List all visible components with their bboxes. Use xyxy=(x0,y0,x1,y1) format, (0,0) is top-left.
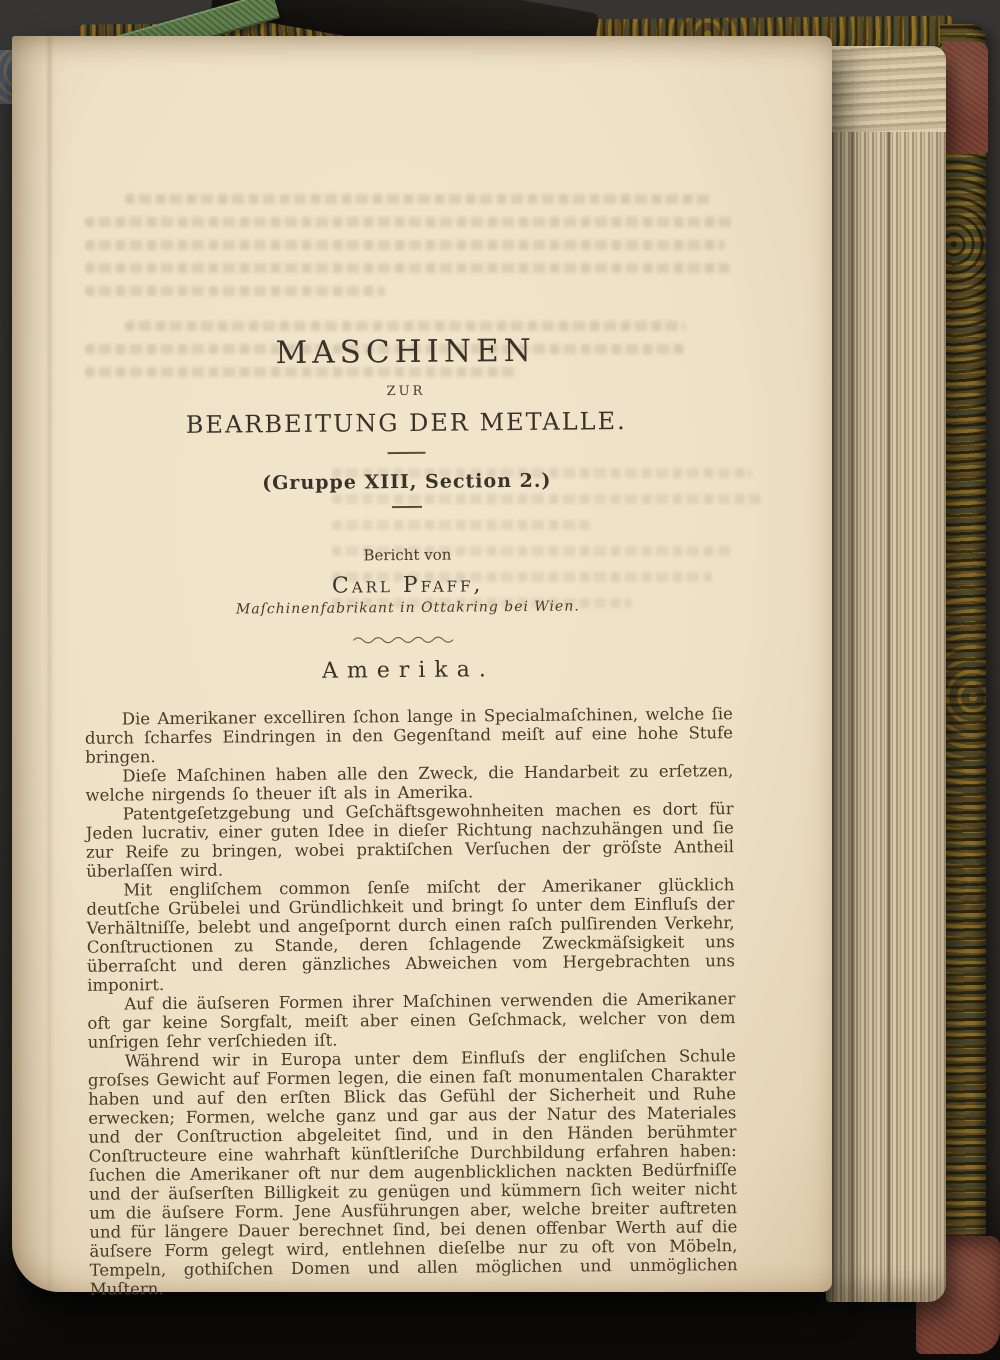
paragraph: Dieſe Maſchinen haben alle den Zweck, die Handarbeit zu erſetzen, welche nirgends ſo theuer iſt als in Amerika. xyxy=(85,761,734,805)
paragraph: Patentgeſetzgebung und Geſchäftsgewohnheiten machen es dort für Jeden lucrativ, einer guten Idee in dieſer Richtung nachzuhängen und ſie zur Reife zu bringen, wobei praktiſchen Verſuchen der gröſste Antheil überlaſſen wird. xyxy=(85,799,735,881)
paragraph: Mit engliſchem common ſenſe miſcht der Amerikaner glücklich deutſche Grübelei und Gründlichkeit und bringt ſo unter dem Einfluſs der Verhältniſſe, belebt und angeſpornt durch einen raſch pulſirenden Verkehr, Conſtructionen zu Stande, deren ſchlagende Zweckmäſsigkeit uns überraſcht und deren gänzliches Abweichen vom Hergebrachten uns imponirt. xyxy=(86,875,736,995)
page-fore-edge-stack xyxy=(826,46,946,1302)
title-connector: ZUR xyxy=(386,383,426,400)
page-stack-top-edge xyxy=(826,46,946,132)
squiggle-rule-glyph xyxy=(353,635,463,644)
subtitle: BEARBEITUNG DER METALLE. xyxy=(185,407,627,439)
author-role: Maſchinenfabrikant in Ottakring bei Wien. xyxy=(235,598,580,618)
section-heading-amerika: Amerika. xyxy=(321,657,495,684)
body-text xyxy=(85,704,738,1299)
paragraph: Während wir in Europa unter dem Einfluſs der engliſchen Schule groſses Gewicht auf Formen legen, die einen faſt monumentalen Charakter haben und auf den erſten Blick das Gefühl der Sicherheit und Ruhe erwecken; Formen, welche ganz und gar aus der Natur des Materiales und der Conſtruction abgeleitet ſind, und in den Händen berühmter Conſtructeure eine wahrhaft künſtleriſche Durchbildung erfahren haben: ſuchen die Amerikaner oft nur dem augenblicklichen nackten Bedürfniſſe und der äuſserſten Billigkeit zu genügen und kümmern ſich weiter nicht um die äuſsere Form. Jene Ausführungen aber, welche breiter auftreten und für längere Dauer berechnet ſind, bei denen offenbar Werth auf die äuſsere Form gelegt wird, entlehnen dieſelbe nur zu oft von Möbeln, Tempeln, gothiſchen Domen und allen möglichen und unmöglichen Muſtern. xyxy=(87,1046,738,1299)
leather-corner-top-right xyxy=(942,42,988,154)
author-name: Carl Pfaff, xyxy=(331,572,484,599)
group-section-line: (Gruppe XIII, Section 2.) xyxy=(262,469,552,495)
page-text xyxy=(79,33,738,1299)
report-by-label: Bericht von xyxy=(363,545,452,565)
book-page xyxy=(12,36,832,1299)
divider-rule-lower xyxy=(392,506,422,508)
paragraph: Die Amerikaner excelliren ſchon lange in Specialmaſchinen, welche ſie durch ſcharfes Eindringen in den Gegenſtand meiſt auf eine hohe Stufe bringen. xyxy=(84,704,734,767)
main-title: MASCHINEN xyxy=(275,332,536,372)
squiggle-rule xyxy=(84,626,732,640)
book-cover-right-board xyxy=(940,24,986,1248)
gutter-crease xyxy=(48,36,51,1292)
divider-rule-upper xyxy=(388,452,426,454)
paragraph: Auf die äuſseren Formen ihrer Maſchinen verwenden die Amerikaner oft gar keine Sorgfalt, meiſt aber einen Geſchmack, welcher von dem unſrigen ſehr verſchieden iſt. xyxy=(87,989,736,1052)
